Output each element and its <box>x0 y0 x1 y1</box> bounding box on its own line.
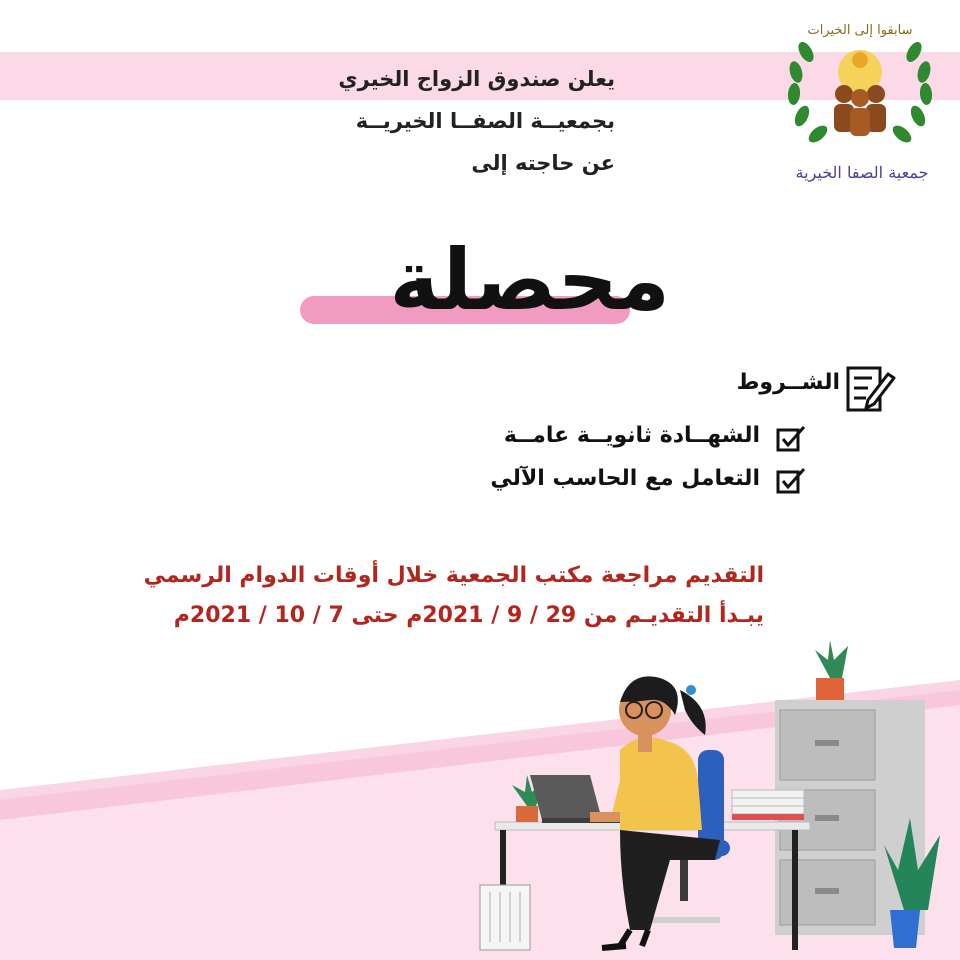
checkbox-checked-icon <box>776 466 806 494</box>
job-title: محصلة <box>389 231 670 329</box>
organization-logo <box>780 12 940 192</box>
header-line-2: بجمعيــة الصفــا الخيريــة <box>355 109 615 133</box>
checklist-pen-icon <box>844 364 896 416</box>
application-instructions: التقديم مراجعة مكتب الجمعية خلال أوقات الدوام الرسمي <box>143 563 764 588</box>
checkbox-checked-icon <box>776 424 806 452</box>
header-line-3: عن حاجته إلى <box>471 151 615 175</box>
condition-item-2: التعامل مع الحاسب الآلي <box>490 466 760 491</box>
header-line-1: يعلن صندوق الزواج الخيري <box>338 67 615 91</box>
header-text <box>255 58 615 184</box>
application-dates: يبـدأ التقديـم من 29 / 9 / 2021م حتى 7 / 10 / 2021م <box>173 603 764 628</box>
logo-arc-text: سابقوا إلى الخيرات <box>807 23 913 38</box>
conditions-title: الشــروط <box>736 370 840 395</box>
condition-item-1: الشهــادة ثانويــة عامــة <box>503 423 760 448</box>
logo-name: جمعية الصفا الخيرية <box>795 163 929 182</box>
office-worker-illustration <box>470 630 950 955</box>
